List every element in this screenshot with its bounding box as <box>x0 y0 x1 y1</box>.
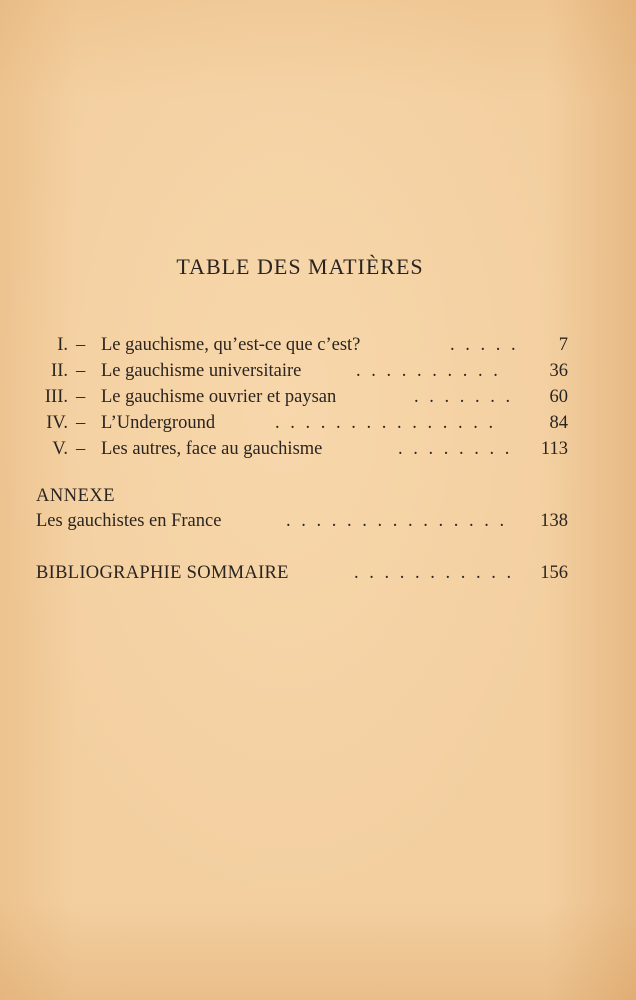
chapter-title: Les autres, face au gauchisme <box>101 439 323 459</box>
entry-dash: – <box>76 361 86 381</box>
chapter-numeral: III. <box>44 387 68 407</box>
toc-entry <box>30 332 570 358</box>
entry-dash: – <box>76 413 86 433</box>
chapter-title: Le gauchisme ouvrier et paysan <box>101 387 337 407</box>
chapter-numeral: IV. <box>46 413 68 433</box>
bibliography-title: BIBLIOGRAPHIE SOMMAIRE <box>36 563 289 583</box>
chapter-numeral: V. <box>52 439 68 459</box>
dot-leader: . . . . . . . . . . . . . . . <box>286 511 508 531</box>
table-of-contents <box>30 332 570 462</box>
entry-dash: – <box>76 387 86 407</box>
dot-leader: . . . . . <box>450 335 519 355</box>
entry-dash: – <box>76 335 86 355</box>
page-number: 113 <box>540 439 568 459</box>
dot-leader: . . . . . . . . <box>398 439 513 459</box>
page-number: 138 <box>540 511 568 531</box>
dot-leader: . . . . . . . <box>414 387 514 407</box>
page-title: TABLE DES MATIÈRES <box>176 254 424 279</box>
page-number: 60 <box>549 387 568 407</box>
page-number: 7 <box>558 335 568 355</box>
chapter-title: Le gauchisme universitaire <box>101 361 302 381</box>
dot-leader: . . . . . . . . . . . <box>354 563 515 583</box>
page-number: 36 <box>549 361 568 381</box>
dot-leader: . . . . . . . . . . . . . . . <box>275 413 497 433</box>
chapter-title: Le gauchisme, qu’est-ce que c’est? <box>101 335 361 355</box>
toc-entry <box>30 436 570 462</box>
chapter-numeral: I. <box>57 335 68 355</box>
toc-entry <box>30 358 570 384</box>
annexe-entry <box>36 508 570 534</box>
annexe-entry-title: Les gauchistes en France <box>36 511 222 531</box>
chapter-numeral: II. <box>51 361 68 381</box>
dot-leader: . . . . . . . . . . <box>356 361 501 381</box>
page-number: 156 <box>540 563 568 583</box>
page-number: 84 <box>549 413 568 433</box>
chapter-title: L’Underground <box>101 413 216 433</box>
toc-entry <box>30 410 570 436</box>
toc-entry <box>30 384 570 410</box>
annexe-heading: ANNEXE <box>36 486 116 506</box>
entry-dash: – <box>76 439 86 459</box>
bibliography-entry <box>36 560 570 586</box>
